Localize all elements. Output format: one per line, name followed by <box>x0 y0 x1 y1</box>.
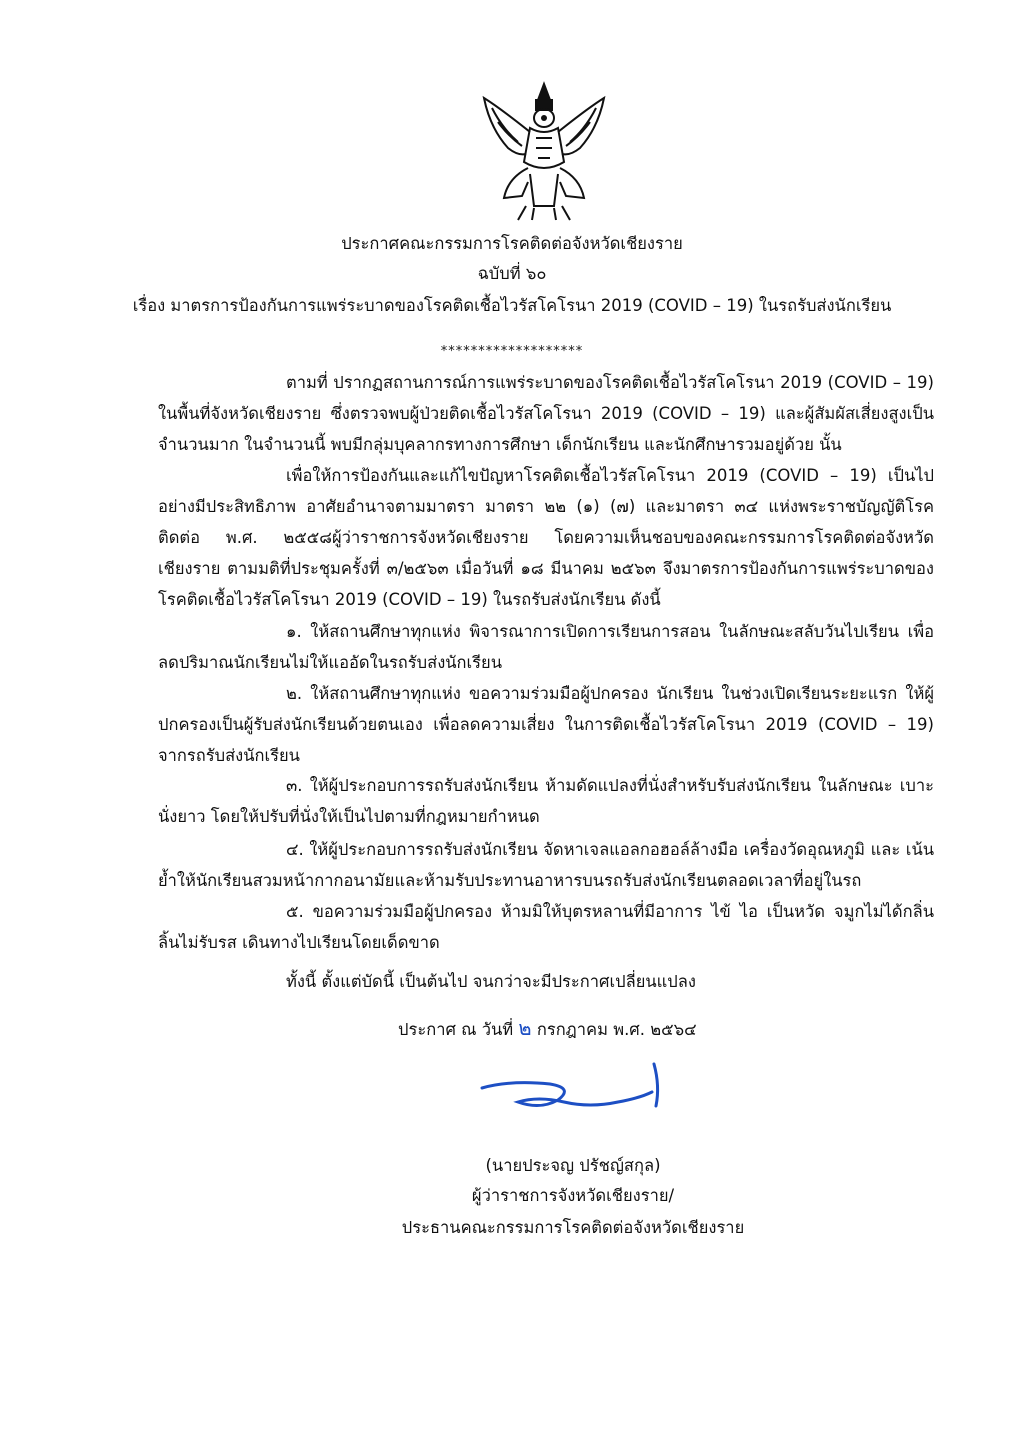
signature <box>440 1062 680 1126</box>
announcement-date <box>398 1016 697 1042</box>
announcement-org: ประกาศคณะกรรมการโรคติดต่อจังหวัดเชียงราย <box>341 234 683 253</box>
paragraph-authority: เพื่อให้การป้องกันและแก้ไขปัญหาโรคติดเชื้อไวรัสโคโรนา 2019 (COVID – 19) เป็นไปอย่างมีประสิทธิภาพ อาศัยอำนาจตามมาตรา มาตรา ๒๒ (๑) (๗) และมาตรา ๓๔ แห่งพระราชบัญญัติโรคติดต่อ พ.ศ. ๒๕๕๘ผู้ว่าราชการจังหวัดเชียงราย โดยความเห็นชอบของคณะกรรมการโรคติดต่อจังหวัดเชียงราย ตามมติที่ประชุมครั้งที่ ๓/๒๕๖๓ เมื่อวันที่ ๑๘ มีนาคม ๒๕๖๓ จึงมาตรการป้องกันการแพร่ระบาดของโรคติดเชื้อไวรัสโคโรนา 2019 (COVID – 19) ในรถรับส่งนักเรียน ดังนี้ <box>158 466 934 609</box>
measure-item-4: ๔. ให้ผู้ประกอบการรถรับส่งนักเรียน จัดหาเจลแอลกอฮอล์ล้างมือ เครื่องวัดอุณหภูมิ และ เน้นย้ำให้นักเรียนสวมหน้ากากอนามัยและห้ามรับประทานอาหารบนรถรับส่งนักเรียนตลอดเวลาที่อยู่ในรถ <box>158 840 934 890</box>
effective-statement: ทั้งนี้ ตั้งแต่บัดนี้ เป็นต้นไป จนกว่าจะมีประกาศเปลี่ยนแปลง <box>286 972 696 991</box>
subject-line: เรื่อง มาตรการป้องกันการแพร่ระบาดของโรคติดเชื้อไวรัสโคโรนา 2019 (COVID – 19) ในรถรับส่งนักเรียน <box>132 296 892 315</box>
signatory-position: ประธานคณะกรรมการโรคติดต่อจังหวัดเชียงราย <box>401 1218 745 1237</box>
issue-number: ฉบับที่ ๖๐ <box>477 264 547 283</box>
date-month-year: กรกฎาคม พ.ศ. ๒๕๖๔ <box>536 1020 697 1039</box>
paragraph-background: ตามที่ ปรากฏสถานการณ์การแพร่ระบาดของโรคติดเชื้อไวรัสโคโรนา 2019 (COVID – 19) ในพื้นที่จังหวัดเชียงราย ซึ่งตรวจพบผู้ป่วยติดเชื้อไวรัสโคโรนา 2019 (COVID – 19) และผู้สัมผัสเสี่ยงสูงเป็นจำนวนมาก ในจำนวนนี้ พบมีกลุ่มบุคลากรทางการศึกษา เด็กนักเรียน และนักศึกษารวมอยู่ด้วย นั้น <box>158 373 934 454</box>
measure-item-1: ๑. ให้สถานศึกษาทุกแห่ง พิจารณาการเปิดการเรียนการสอน ในลักษณะสลับวันไปเรียน เพื่อลดปริมาณนักเรียนไม่ให้แออัดในรถรับส่งนักเรียน <box>158 622 934 672</box>
measure-item-2: ๒. ให้สถานศึกษาทุกแห่ง ขอความร่วมมือผู้ปกครอง นักเรียน ในช่วงเปิดเรียนระยะแรก ให้ผู้ปกครองเป็นผู้รับส่งนักเรียนด้วยตนเอง เพื่อลดความเสี่ยง ในการติดเชื้อไวรัสโคโรนา 2019 (COVID – 19) จากรถรับส่งนักเรียน <box>158 684 934 765</box>
measure-item-5: ๕. ขอความร่วมมือผู้ปกครอง ห้ามมิให้บุตรหลานที่มีอาการ ไข้ ไอ เป็นหวัด จมูกไม่ได้กลิ่น ลิ้นไม่รับรส เดินทางไปเรียนโดยเด็ดขาด <box>158 902 934 952</box>
signatory-title: ผู้ว่าราชการจังหวัดเชียงราย/ <box>471 1186 675 1205</box>
date-day-handwritten: ๒ <box>518 1016 532 1040</box>
separator: ******************* <box>440 344 584 359</box>
date-prefix: ประกาศ ณ วันที่ <box>398 1020 514 1039</box>
garuda-emblem-icon <box>478 78 610 223</box>
measure-item-3: ๓. ให้ผู้ประกอบการรถรับส่งนักเรียน ห้ามดัดแปลงที่นั่งสำหรับรับส่งนักเรียน ในลักษณะ เบาะนั่งยาว โดยให้ปรับที่นั่งให้เป็นไปตามที่กฎหมายกำหนด <box>158 776 934 826</box>
signatory-name: (นายประจญ ปรัชญ์สกุล) <box>485 1156 661 1175</box>
